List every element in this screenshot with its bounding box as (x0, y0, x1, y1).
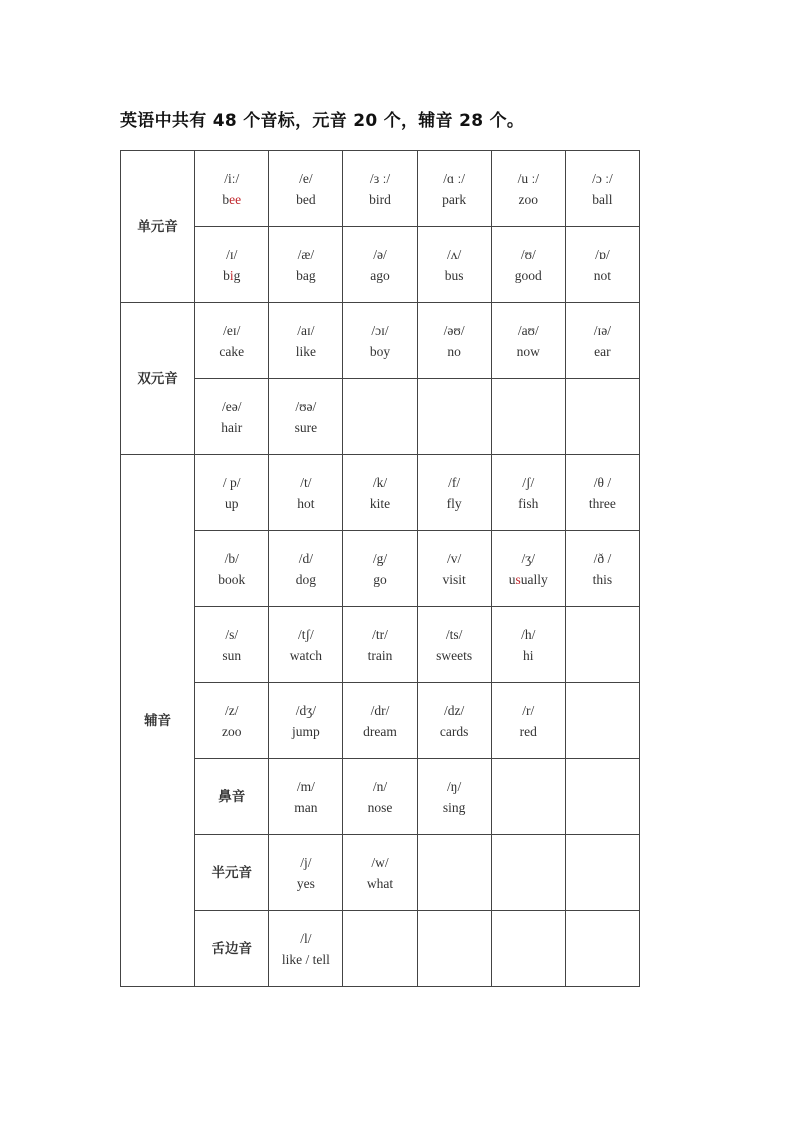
example-word (492, 569, 565, 590)
phonetic-cell (565, 303, 639, 379)
example-word: hair (221, 419, 243, 435)
phonetic-cell (343, 455, 417, 531)
phonetic-cell (343, 759, 417, 835)
phonetic-symbol: /tʃ/ (297, 626, 314, 642)
phonetic-cell (269, 607, 343, 683)
phonetic-symbol: /ɑ ː/ (443, 170, 465, 186)
example-word: this (592, 571, 613, 587)
empty-cell (565, 683, 639, 759)
example-word: hot (297, 495, 315, 511)
phonetic-cell (343, 303, 417, 379)
phonetic-cell (491, 151, 565, 227)
phonetic-cell (269, 227, 343, 303)
phonetic-symbol: /dʒ/ (295, 702, 316, 718)
phonetic-symbol: /ʃ/ (522, 474, 535, 490)
phonetic-cell (195, 227, 269, 303)
phonetic-symbol: /ʒ/ (521, 550, 536, 566)
phonetic-cell (417, 607, 491, 683)
word-part: b (223, 267, 230, 283)
phonetic-symbol: /aɪ/ (297, 322, 315, 338)
phonetic-symbol: /r/ (522, 702, 535, 718)
phonetic-cell (195, 151, 269, 227)
example-word: dog (295, 571, 316, 587)
phonetic-symbol: /l/ (300, 930, 312, 946)
phonetic-cell (269, 151, 343, 227)
empty-cell (565, 835, 639, 911)
empty-cell (343, 911, 417, 987)
empty-cell (417, 835, 491, 911)
phonetic-symbol: /ŋ/ (447, 778, 462, 794)
phonetic-cell (195, 379, 269, 455)
phonetic-symbol: /dr/ (370, 702, 390, 718)
phonetic-cell (195, 455, 269, 531)
group-label: 辅音 (121, 455, 195, 987)
phonetic-cell (269, 683, 343, 759)
example-word: sweets (436, 647, 473, 663)
phonetic-symbol: / p/ (222, 474, 241, 490)
example-word: boy (369, 343, 391, 359)
example-word: up (224, 495, 239, 511)
table-row (121, 227, 640, 303)
example-word: jump (291, 723, 320, 739)
phonetic-cell (343, 151, 417, 227)
phonetic-cell (565, 455, 639, 531)
empty-cell (491, 379, 565, 455)
phonetic-symbol: /ts/ (445, 626, 463, 642)
phonetic-symbol: /ð / (593, 550, 612, 566)
highlighted-letters: ee (229, 191, 242, 207)
example-word: good (514, 267, 542, 283)
empty-cell (491, 835, 565, 911)
example-word: like / tell (281, 951, 330, 967)
subgroup-label: 半元音 (195, 835, 269, 911)
phonetic-symbol: /ɜ ː/ (369, 170, 391, 186)
phonetic-symbol: /ɪə/ (593, 322, 612, 338)
example-word: yes (296, 875, 315, 891)
phonetic-symbol: /ʊə/ (295, 398, 317, 414)
phonetic-cell (269, 531, 343, 607)
example-word: park (442, 191, 467, 207)
example-word: three (588, 495, 616, 511)
phonetic-symbol: /iː/ (224, 170, 240, 186)
phonetic-cell (491, 683, 565, 759)
example-word: fish (518, 495, 539, 511)
subgroup-label: 鼻音 (195, 759, 269, 835)
phonetic-symbol: /v/ (447, 550, 462, 566)
phonetic-cell (195, 607, 269, 683)
example-word: no (447, 343, 461, 359)
phonetic-cell (565, 151, 639, 227)
phonetic-cell (417, 303, 491, 379)
phonetic-symbol: /ɔ ː/ (592, 170, 613, 186)
empty-cell (417, 379, 491, 455)
phonetic-symbol: /tr/ (372, 626, 388, 642)
example-word: bag (296, 267, 316, 283)
table-row (121, 151, 640, 227)
word-part: ually (520, 571, 548, 587)
phonetic-cell (269, 455, 343, 531)
phonetic-symbol: /z/ (224, 702, 239, 718)
phonetic-symbol: /θ / (593, 474, 612, 490)
example-word: ago (370, 267, 390, 283)
example-word: hi (523, 647, 534, 663)
phonetic-symbol: /d/ (298, 550, 313, 566)
phonetic-symbol: /m/ (296, 778, 315, 794)
example-word: sing (442, 799, 466, 815)
phonetic-cell (269, 911, 343, 987)
highlighted-letters: s (515, 571, 521, 587)
phonetic-symbol: /w/ (371, 854, 389, 870)
phonetic-cell (417, 531, 491, 607)
phonetic-cell (343, 835, 417, 911)
phonetic-symbol: /s/ (225, 626, 239, 642)
table-row (121, 607, 640, 683)
example-word: ball (592, 191, 613, 207)
empty-cell (491, 759, 565, 835)
phonetic-cell (269, 759, 343, 835)
phonetic-symbol: /ɪ/ (226, 246, 238, 262)
word-part: g (233, 267, 241, 283)
phonetic-cell (343, 683, 417, 759)
phonetic-symbol: /t/ (300, 474, 312, 490)
empty-cell (491, 911, 565, 987)
example-word: not (593, 267, 612, 283)
example-word: bed (296, 191, 316, 207)
page-title: 英语中共有 48 个音标，元音 20 个，辅音 28 个。 (120, 111, 525, 131)
highlighted-letters: i (229, 267, 234, 283)
example-word: dream (363, 723, 397, 739)
phonetic-cell (343, 227, 417, 303)
table-row (121, 455, 640, 531)
phonetic-symbol: /f/ (448, 474, 461, 490)
phonetic-cell (417, 227, 491, 303)
word-part: u (508, 571, 516, 587)
example-word: bus (444, 267, 464, 283)
example-word: visit (442, 571, 466, 587)
empty-cell (343, 379, 417, 455)
table-row (121, 835, 640, 911)
phonetic-symbol: /eɪ/ (223, 322, 241, 338)
table-row (121, 911, 640, 987)
example-word: ear (594, 343, 611, 359)
table-row (121, 379, 640, 455)
example-word: fly (446, 495, 462, 511)
phonetic-symbol: /eə/ (221, 398, 242, 414)
phonetic-cell (269, 379, 343, 455)
phonetic-symbol: /æ/ (297, 246, 315, 262)
example-word: watch (289, 647, 322, 663)
phonetic-cell (195, 531, 269, 607)
example-word: what (366, 875, 394, 891)
phonetic-cell (417, 151, 491, 227)
example-word: like (295, 343, 316, 359)
group-label: 单元音 (121, 151, 195, 303)
example-word: book (218, 571, 246, 587)
subgroup-label: 舌边音 (195, 911, 269, 987)
phonetic-cell (417, 759, 491, 835)
phonetic-symbol: /ʊ/ (520, 246, 536, 262)
empty-cell (565, 379, 639, 455)
example-word: zoo (518, 191, 539, 207)
phonetic-symbol: /ɒ/ (595, 246, 610, 262)
example-word: sun (222, 647, 242, 663)
example-word: zoo (221, 723, 242, 739)
phonetic-cell (491, 303, 565, 379)
phonetic-cell (565, 531, 639, 607)
phonetic-cell (491, 455, 565, 531)
empty-cell (565, 607, 639, 683)
phonetic-symbol: /g/ (372, 550, 388, 566)
phonetic-cell (565, 227, 639, 303)
empty-cell (565, 759, 639, 835)
phonetic-symbol: /u ː/ (517, 170, 539, 186)
example-word: kite (369, 495, 391, 511)
group-label: 双元音 (121, 303, 195, 455)
example-word: red (519, 723, 537, 739)
phonetic-cell (269, 835, 343, 911)
phonetic-symbol: /k/ (372, 474, 388, 490)
table-row (121, 683, 640, 759)
table-row (121, 531, 640, 607)
example-word: nose (367, 799, 393, 815)
phonetic-cell (195, 683, 269, 759)
phonetic-cell (491, 227, 565, 303)
phonetic-symbol: /b/ (224, 550, 239, 566)
table-row (121, 303, 640, 379)
phonetic-cell (491, 607, 565, 683)
example-word: man (294, 799, 318, 815)
phonetic-cell (269, 303, 343, 379)
phonetic-cell (491, 531, 565, 607)
phonetic-cell (343, 607, 417, 683)
phonetic-symbol: /ʌ/ (447, 246, 462, 262)
example-word (195, 265, 268, 286)
phonetic-symbol: /dz/ (444, 702, 465, 718)
empty-cell (417, 911, 491, 987)
example-word: go (373, 571, 387, 587)
phonetic-symbol: /ə/ (373, 246, 387, 262)
phonetic-cell (417, 455, 491, 531)
phonetic-symbol: /j/ (300, 854, 312, 870)
phonetic-cell (343, 531, 417, 607)
example-word: sure (294, 419, 318, 435)
phonetic-symbol: /ɔɪ/ (371, 322, 389, 338)
phonetic-symbol: /aʊ/ (517, 322, 539, 338)
phonetic-symbol: /h/ (521, 626, 536, 642)
example-word (195, 189, 268, 210)
example-word: bird (369, 191, 391, 207)
phonetic-symbol: /n/ (372, 778, 388, 794)
phonetic-symbol: /e/ (299, 170, 313, 186)
phonetic-cell (195, 303, 269, 379)
phonetic-symbol-table (120, 150, 640, 987)
example-word: cards (439, 723, 469, 739)
phonetic-cell (417, 683, 491, 759)
example-word: now (516, 343, 540, 359)
table-row (121, 759, 640, 835)
example-word: cake (219, 343, 245, 359)
phonetic-symbol: /əʊ/ (443, 322, 465, 338)
example-word: train (367, 647, 393, 663)
empty-cell (565, 911, 639, 987)
word-part: b (222, 191, 230, 207)
